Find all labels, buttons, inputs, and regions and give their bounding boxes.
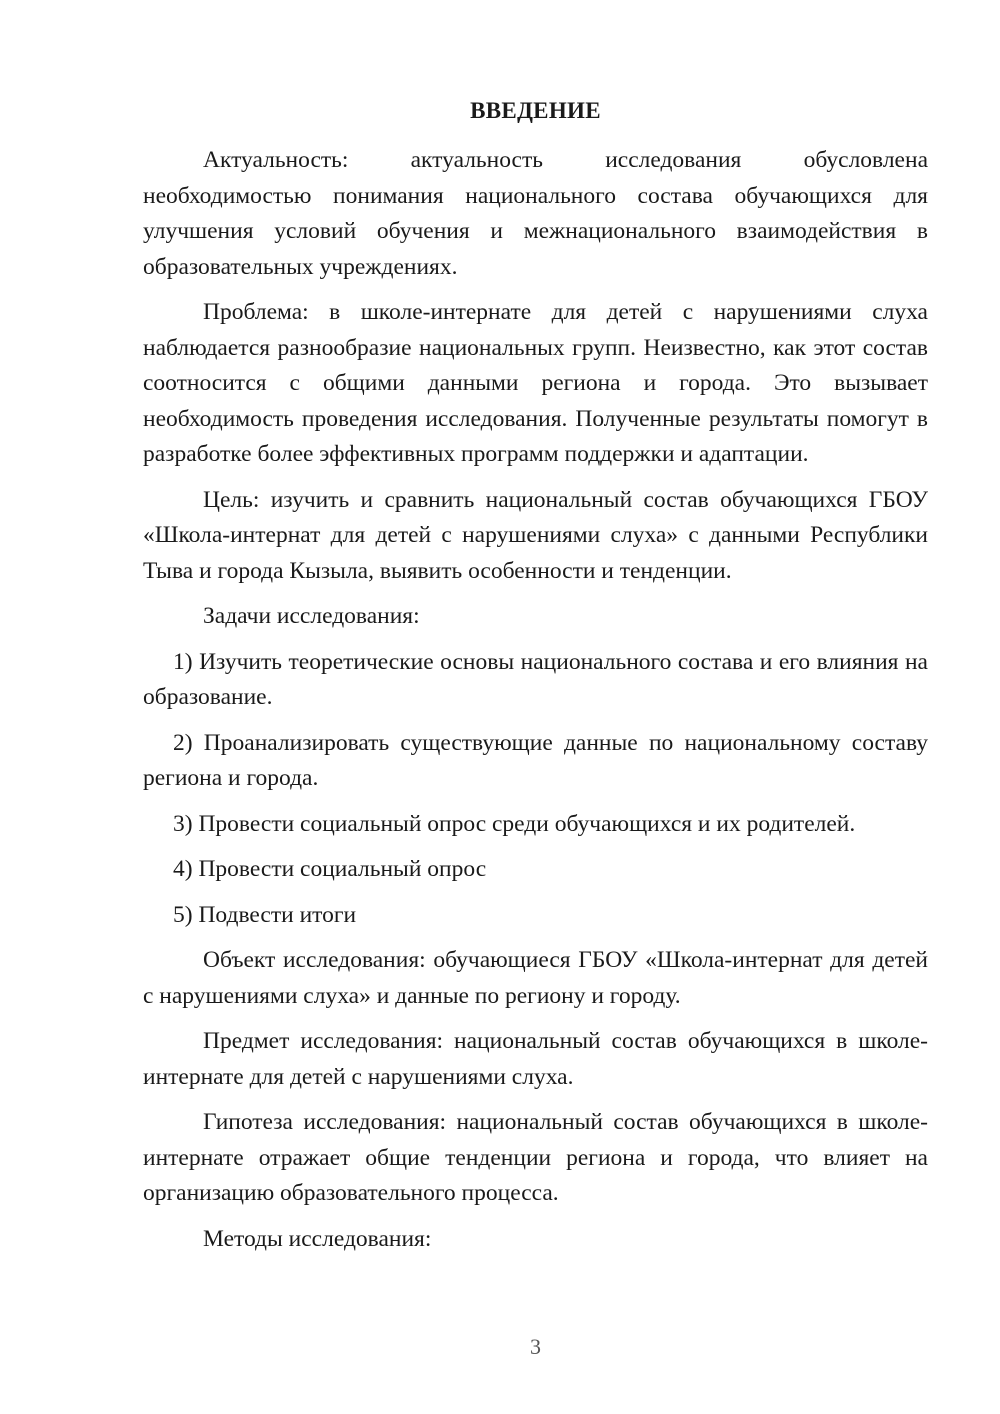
paragraph-subject: Предмет исследования: национальный состав обучающихся в школе-интернате для детей с нарушениями слуха. [143,1028,928,1090]
page-number: 3 [530,1334,541,1359]
paragraph-problem: Проблема: в школе-интернате для детей с нарушениями слуха наблюдается разнообразие национальных групп. Неизвестно, как этот состав соотносится с общими данными региона и города. Это вызывает необходимость проведения исследования. Полученные результаты помогут в разработке более эффективных программ поддержки и адаптации. [143,299,928,467]
paragraph-hypothesis: Гипотеза исследования: национальный состав обучающихся в школе-интернате отражает общие тенденции региона и города, что влияет на организацию образовательного процесса. [143,1109,928,1206]
paragraph-methods: Методы исследования: [203,1225,432,1252]
section-title: ВВЕДЕНИЕ [470,98,601,123]
paragraph-relevance: Актуальность: актуальность исследования обусловлена необходимостью понимания национального состава обучающихся для улучшения условий обучения и межнационального взаимодействия в образовательных учреждениях. [143,147,928,280]
document-page [143,0,928,1414]
task-item-3: 3) Провести социальный опрос среди обучающихся и их родителей. [173,810,856,837]
document-body [143,143,928,1267]
task-item-2: 2) Проанализировать существующие данные по национальному составу региона и города. [143,729,928,791]
paragraph-goal: Цель: изучить и сравнить национальный состав обучающихся ГБОУ «Школа-интернат для детей с нарушениями слуха» с данными Республики Тыва и города Кызыла, выявить особенности и тенденции. [143,486,928,584]
task-item-5: 5) Подвести итоги [173,901,357,928]
task-item-1: 1) Изучить теоретические основы национального состава и его влияния на образование. [143,648,928,710]
task-item-4: 4) Провести социальный опрос [173,856,487,882]
tasks-heading: Задачи исследования: [203,603,420,629]
paragraph-object: Объект исследования: обучающиеся ГБОУ «Школа-интернат для детей с нарушениями слуха» и данные по региону и городу. [143,947,928,1009]
